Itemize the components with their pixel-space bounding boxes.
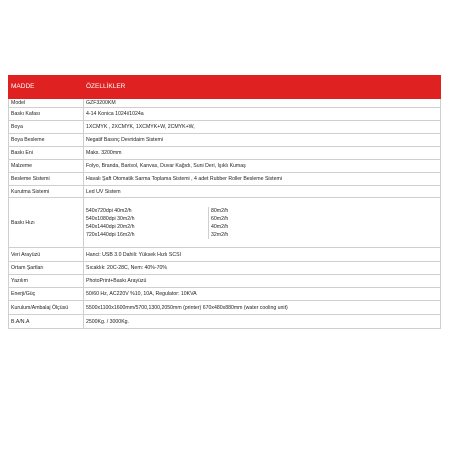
row-value: Havalı Şaft Otomatik Sarma Toplama Sistemi , 4 adet Rubber Roller Besleme Sistemi	[84, 173, 441, 186]
table-row	[9, 147, 441, 160]
speed-rate: 40m2/h	[211, 223, 229, 230]
row-label: Ortam Şartları	[9, 262, 84, 275]
row-label: Baskı Hızı	[9, 198, 84, 248]
table-row	[9, 248, 441, 262]
row-label: Baskı Kafası	[9, 108, 84, 121]
table-row	[9, 186, 441, 198]
speed-rates	[209, 207, 441, 239]
row-label: Malzeme	[9, 160, 84, 173]
table-row	[9, 134, 441, 147]
row-label: Veri Arayüzü	[9, 248, 84, 262]
table-row	[9, 315, 441, 329]
row-label: Besleme Sistemi	[9, 173, 84, 186]
table-row	[9, 288, 441, 301]
table-header-row	[9, 76, 441, 99]
header-item: MADDE	[9, 76, 84, 99]
row-label: Enerji/Güç	[9, 288, 84, 301]
speed-cell	[84, 198, 441, 248]
table-row	[9, 160, 441, 173]
speed-rate: 32m2/h	[211, 231, 229, 238]
row-value: 2500Kg. / 3000Kg.	[84, 315, 441, 329]
row-label: Kurutma Sistemi	[9, 186, 84, 198]
row-value: Sıcaklık: 20C-28C, Nem: 40%-70%	[84, 262, 441, 275]
table-row	[9, 108, 441, 121]
row-label: Model	[9, 99, 84, 108]
table-row-speed	[9, 198, 441, 248]
speed-mode: 720x1440dpi 16m2/h	[86, 231, 135, 238]
table-row	[9, 99, 441, 108]
table-row	[9, 173, 441, 186]
row-value: PhotoPrint+Baskı Arayüzü	[84, 275, 441, 288]
table-row	[9, 262, 441, 275]
speed-rate: 60m2/h	[211, 215, 229, 222]
table-row	[9, 121, 441, 134]
speed-mode: 540x1080dpi 30m2/h	[86, 215, 135, 222]
spec-table	[8, 75, 441, 329]
row-value: Folyo, Branda, Barisol, Kanvas, Duvar Kağıdı, Suni Deri, Işıklı Kumaş	[84, 160, 441, 173]
row-value: Hanci: USB 3.0 Dahili: Yüksek Hızlı SCSI	[84, 248, 441, 262]
speed-modes	[84, 207, 209, 239]
row-value: 50/60 Hz, AC220V %10, 10A, Regulator: 10KVA	[84, 288, 441, 301]
row-label: Yazılım	[9, 275, 84, 288]
row-value: GZF3200KM	[84, 99, 441, 108]
row-value: 4-14 Konica 1024i/1024a	[84, 108, 441, 121]
table-row	[9, 275, 441, 288]
row-value: Negatif Basınç Devridaim Sistemi	[84, 134, 441, 147]
header-specs: ÖZELLİKLER	[84, 76, 441, 99]
row-value: 5500x1100x1600mm/5700,1300,2050mm (printer) 670x480x880mm (water cooling unit)	[84, 301, 441, 315]
row-label: Boya Besleme	[9, 134, 84, 147]
row-value: 1XCMYK , 2XCMYK, 1XCMYK+W, 2CMYK+W,	[84, 121, 441, 134]
table-row	[9, 301, 441, 315]
speed-mode: 540x720dpi 40m2/h	[86, 207, 132, 214]
speed-rate: 80m2/h	[211, 207, 229, 214]
speed-subtable	[84, 207, 440, 239]
row-value: Led UV Sistem	[84, 186, 441, 198]
speed-mode: 540x1440dpi 20m2/h	[86, 223, 135, 230]
row-label: B.A/N.A	[9, 315, 84, 329]
row-value: Maks. 3200mm	[84, 147, 441, 160]
row-label: Boya	[9, 121, 84, 134]
row-label: Kurulum/Ambalaj Ölçüsü	[9, 301, 84, 315]
row-label: Baskı Eni	[9, 147, 84, 160]
